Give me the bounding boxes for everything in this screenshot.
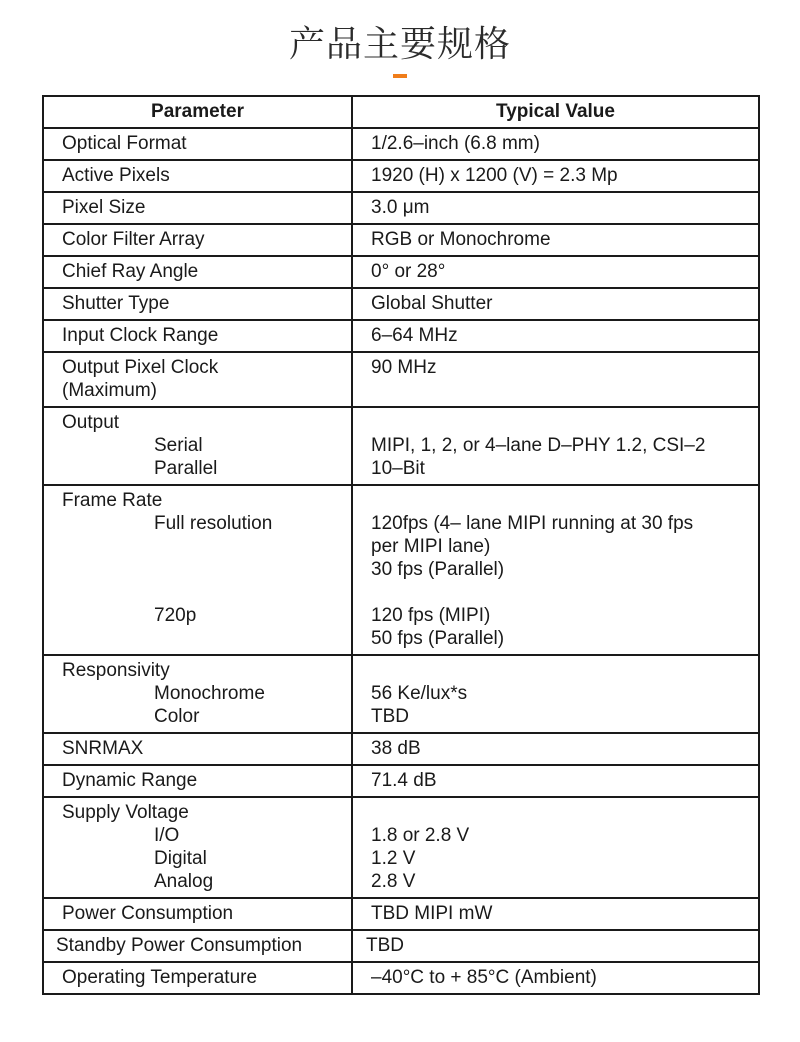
value-pixel-size: 3.0 μm xyxy=(352,192,759,224)
param-optical-format: Optical Format xyxy=(43,128,352,160)
param-frame-rate xyxy=(43,485,352,655)
param-responsivity-color: Color xyxy=(154,706,200,727)
table-row xyxy=(43,224,759,256)
table-row xyxy=(43,765,759,797)
title-accent-bar xyxy=(393,74,407,78)
table-row xyxy=(43,128,759,160)
param-shutter-type: Shutter Type xyxy=(43,288,352,320)
param-output xyxy=(43,407,352,485)
value-operating-temperature: –40°C to + 85°C (Ambient) xyxy=(352,962,759,994)
param-output-serial: Serial xyxy=(154,435,203,456)
value-output-pixel-clock: 90 MHz xyxy=(352,352,759,407)
param-responsivity xyxy=(43,655,352,733)
param-input-clock-range: Input Clock Range xyxy=(43,320,352,352)
value-frame-rate-720p-2: 50 fps (Parallel) xyxy=(371,628,505,649)
value-standby-power: TBD xyxy=(352,930,759,962)
param-output-label: Output xyxy=(62,412,120,433)
param-responsivity-mono: Monochrome xyxy=(154,683,265,704)
value-optical-format: 1/2.6–inch (6.8 mm) xyxy=(352,128,759,160)
table-row xyxy=(43,962,759,994)
value-shutter-type: Global Shutter xyxy=(352,288,759,320)
param-output-parallel: Parallel xyxy=(154,458,218,479)
param-supply-voltage-label: Supply Voltage xyxy=(62,802,189,823)
table-row xyxy=(43,256,759,288)
value-supply-voltage-analog: 2.8 V xyxy=(371,871,416,892)
param-output-pixel-clock-line1: Output Pixel Clock xyxy=(62,357,219,378)
param-output-pixel-clock xyxy=(43,352,352,407)
table-row xyxy=(43,192,759,224)
header-parameter: Parameter xyxy=(43,96,352,128)
param-output-pixel-clock-line2: (Maximum) xyxy=(62,380,157,401)
value-responsivity-color: TBD xyxy=(371,706,409,727)
param-frame-rate-label: Frame Rate xyxy=(62,490,163,511)
header-typical-value: Typical Value xyxy=(352,96,759,128)
param-supply-voltage-io: I/O xyxy=(154,825,180,846)
value-responsivity xyxy=(352,655,759,733)
value-frame-rate xyxy=(352,485,759,655)
param-power-consumption: Power Consumption xyxy=(43,898,352,930)
table-row xyxy=(43,898,759,930)
table-row xyxy=(43,930,759,962)
param-color-filter-array: Color Filter Array xyxy=(43,224,352,256)
table-row xyxy=(43,288,759,320)
value-frame-rate-720p-1: 120 fps (MIPI) xyxy=(371,605,491,626)
value-chief-ray-angle: 0° or 28° xyxy=(352,256,759,288)
param-frame-rate-full: Full resolution xyxy=(154,513,273,534)
value-supply-voltage-io: 1.8 or 2.8 V xyxy=(371,825,470,846)
value-supply-voltage xyxy=(352,797,759,898)
table-row xyxy=(43,352,759,407)
param-frame-rate-720p: 720p xyxy=(154,605,197,626)
param-active-pixels: Active Pixels xyxy=(43,160,352,192)
value-frame-rate-full-2: per MIPI lane) xyxy=(371,536,491,557)
table-row xyxy=(43,407,759,485)
value-power-consumption: TBD MIPI mW xyxy=(352,898,759,930)
param-supply-voltage xyxy=(43,797,352,898)
value-input-clock-range: 6–64 MHz xyxy=(352,320,759,352)
value-output-parallel: 10–Bit xyxy=(371,458,425,479)
value-frame-rate-full-1: 120fps (4– lane MIPI running at 30 fps xyxy=(371,513,694,534)
param-supply-voltage-analog: Analog xyxy=(154,871,214,892)
table-row xyxy=(43,485,759,655)
value-frame-rate-full-3: 30 fps (Parallel) xyxy=(371,559,505,580)
value-responsivity-mono: 56 Ke/lux*s xyxy=(371,683,468,704)
table-header-row xyxy=(43,96,759,128)
value-output-serial: MIPI, 1, 2, or 4–lane D–PHY 1.2, CSI–2 xyxy=(371,435,706,456)
table-row xyxy=(43,655,759,733)
table-row xyxy=(43,160,759,192)
param-operating-temperature: Operating Temperature xyxy=(43,962,352,994)
param-chief-ray-angle: Chief Ray Angle xyxy=(43,256,352,288)
param-snrmax: SNRMAX xyxy=(43,733,352,765)
value-active-pixels: 1920 (H) x 1200 (V) = 2.3 Mp xyxy=(352,160,759,192)
value-snrmax: 38 dB xyxy=(352,733,759,765)
page-title: 产品主要规格 xyxy=(288,24,511,65)
spec-table xyxy=(42,95,760,995)
param-dynamic-range: Dynamic Range xyxy=(43,765,352,797)
param-responsivity-label: Responsivity xyxy=(62,660,170,681)
table-row xyxy=(43,320,759,352)
value-color-filter-array: RGB or Monochrome xyxy=(352,224,759,256)
param-supply-voltage-digital: Digital xyxy=(154,848,207,869)
value-output xyxy=(352,407,759,485)
param-pixel-size: Pixel Size xyxy=(43,192,352,224)
param-standby-power: Standby Power Consumption xyxy=(43,930,352,962)
value-dynamic-range: 71.4 dB xyxy=(352,765,759,797)
value-supply-voltage-digital: 1.2 V xyxy=(371,848,416,869)
table-row xyxy=(43,733,759,765)
table-row xyxy=(43,797,759,898)
